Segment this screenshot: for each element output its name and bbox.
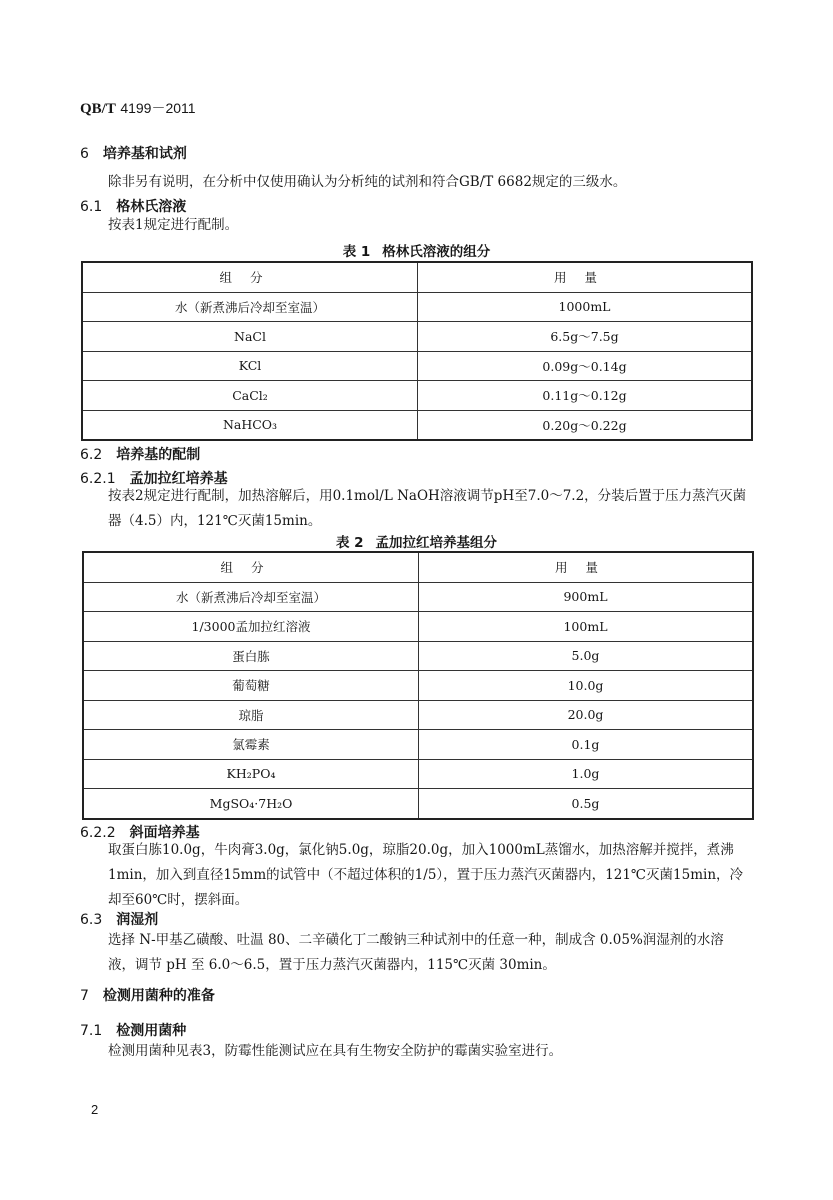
cell-component: 琼脂: [83, 700, 419, 730]
cell-component: 水（新煮沸后冷却至室温）: [83, 582, 419, 612]
table-2: [82, 551, 754, 820]
cell-amount: 6.5g～7.5g: [418, 322, 753, 352]
section-title: 润湿剂: [116, 912, 159, 928]
table-row: [83, 730, 753, 760]
section-title: 检测用菌种: [116, 1023, 187, 1039]
cell-component: MgSO₄·7H₂O: [83, 789, 419, 819]
cell-amount: 1000mL: [418, 292, 753, 322]
cell-amount: 20.0g: [419, 700, 754, 730]
standard-number: 4199－2011: [120, 100, 196, 116]
paragraph: 按表2规定进行配制，加热溶解后，用0.1mol/L NaOH溶液调节pH至7.0～7.2，分装后置于压力蒸汽灭菌器（4.5）内，121℃灭菌15min。: [108, 488, 747, 529]
table-2-caption: [0, 531, 833, 551]
section-title: 培养基和试剂: [102, 146, 187, 162]
section-number: 7.1: [80, 1023, 103, 1039]
page-number: 2: [91, 1102, 99, 1117]
cell-component: 蛋白胨: [83, 641, 419, 671]
table-row: [83, 789, 753, 819]
paragraph: 取蛋白胨10.0g，牛肉膏3.0g，氯化钠5.0g，琼脂20.0g，加入1000mL蒸馏水，加热溶解并搅拌，煮沸1min，加入到直径15mm的试管中（不超过体积的1/5），置于压力蒸汽灭菌器内，121℃灭菌15min，冷却至60℃时，摆斜面。: [108, 842, 744, 908]
section-6-1-text: [80, 213, 750, 238]
table-row: [82, 381, 752, 411]
table-row: [83, 759, 753, 789]
section-title: 培养基的配制: [116, 447, 201, 463]
section-6-2-2-text: [80, 838, 750, 913]
cell-component: 氯霉素: [83, 730, 419, 760]
cell-component: KCl: [82, 351, 418, 381]
cell-amount: 1.0g: [419, 759, 754, 789]
cell-component: 水（新煮沸后冷却至室温）: [82, 292, 418, 322]
paragraph: 检测用菌种见表3，防霉性能测试应在具有生物安全防护的霉菌实验室进行。: [108, 1043, 563, 1059]
section-title: 格林氏溶液: [116, 199, 187, 215]
cell-amount: 0.20g～0.22g: [418, 410, 753, 440]
section-number: 6: [80, 146, 89, 162]
standard-code: [80, 98, 196, 118]
section-6-2-1-text: [80, 484, 750, 534]
paragraph: 按表1规定进行配制。: [108, 217, 239, 233]
section-title: 斜面培养基: [129, 825, 200, 841]
table-1-caption: [0, 240, 833, 260]
section-6-2-heading: [80, 444, 200, 464]
section-number: 6.3: [80, 912, 103, 928]
section-6-3-text: [80, 928, 750, 978]
section-number: 6.2: [80, 447, 103, 463]
section-6-3-heading: [80, 909, 158, 929]
header-cell-amount: 用量: [419, 552, 754, 582]
table-row: [82, 410, 752, 440]
table-row: [82, 351, 752, 381]
cell-amount: 0.5g: [419, 789, 754, 819]
section-6-intro: [80, 170, 750, 195]
section-title: 孟加拉红培养基: [129, 471, 228, 487]
cell-amount: 100mL: [419, 612, 754, 642]
section-7-1-heading: [80, 1020, 186, 1040]
cell-amount: 5.0g: [419, 641, 754, 671]
table-header-row: [83, 552, 753, 582]
cell-component: 葡萄糖: [83, 671, 419, 701]
section-7-1-text: [80, 1039, 750, 1064]
table-row: [83, 612, 753, 642]
cell-component: NaHCO₃: [82, 410, 418, 440]
section-number: 6.1: [80, 199, 103, 215]
caption-title: 格林氏溶液的组分: [382, 244, 491, 260]
section-title: 检测用菌种的准备: [102, 988, 215, 1004]
paragraph: 选择 N-甲基乙磺酸、吐温 80、二辛磺化丁二酸钠三种试剂中的任意一种，制成含 0.05%润湿剂的水溶液，调节 pH 至 6.0～6.5，置于压力蒸汽灭菌器内，115℃灭菌 30min。: [108, 932, 724, 973]
section-6-heading: [80, 143, 187, 163]
table-row: [83, 671, 753, 701]
standard-prefix: QB/T: [80, 101, 116, 117]
section-number: 6.2.2: [80, 825, 116, 841]
cell-amount: 0.1g: [419, 730, 754, 760]
header-cell-component: 组分: [82, 262, 418, 292]
cell-amount: 10.0g: [419, 671, 754, 701]
table-row: [83, 641, 753, 671]
table-header-row: [82, 262, 752, 292]
caption-number: 表 1: [342, 244, 371, 260]
cell-component: KH₂PO₄: [83, 759, 419, 789]
section-number: 6.2.1: [80, 471, 116, 487]
cell-amount: 0.11g～0.12g: [418, 381, 753, 411]
paragraph: 除非另有说明，在分析中仅使用确认为分析纯的试剂和符合GB/T 6682规定的三级水。: [108, 174, 627, 190]
table-1: [81, 261, 753, 441]
header-cell-amount: 用量: [418, 262, 753, 292]
caption-title: 孟加拉红培养基组分: [375, 535, 498, 551]
header-cell-component: 组分: [83, 552, 419, 582]
section-number: 7: [80, 988, 89, 1004]
table-row: [83, 700, 753, 730]
table-row: [83, 582, 753, 612]
table-row: [82, 322, 752, 352]
caption-number: 表 2: [335, 535, 364, 551]
cell-amount: 900mL: [419, 582, 754, 612]
table-row: [82, 292, 752, 322]
section-7-heading: [80, 985, 215, 1005]
cell-component: NaCl: [82, 322, 418, 352]
cell-component: 1/3000孟加拉红溶液: [83, 612, 419, 642]
cell-amount: 0.09g～0.14g: [418, 351, 753, 381]
cell-component: CaCl₂: [82, 381, 418, 411]
